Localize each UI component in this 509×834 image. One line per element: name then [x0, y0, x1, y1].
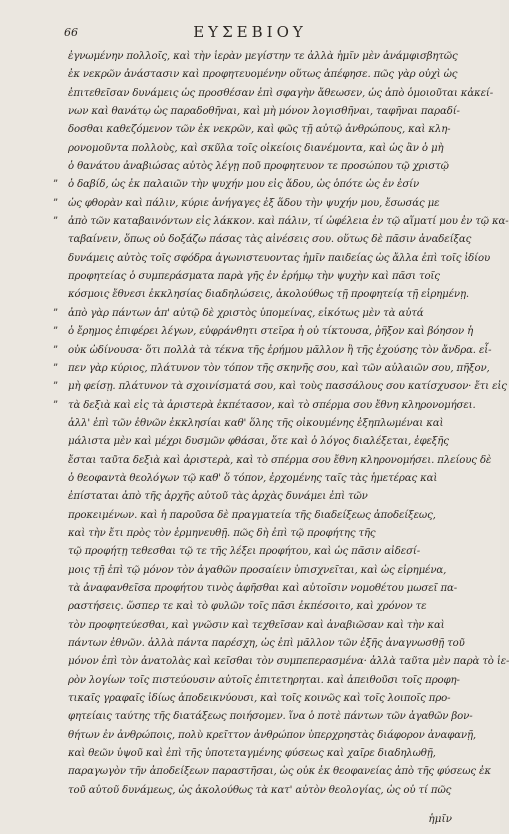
text-line: [68, 452, 492, 470]
line-text: ἐγνωμένην πολλοῖς, καὶ τὴν ἱερὰν μεγίστην τε ἀλλὰ ἡμῖν μὲν ἀνάμφισβητῶς: [68, 51, 458, 62]
line-text: ἐπιτεθεῖσαν δυνάμεις ὡς προσθέσαν ἐπὶ σφαγὴν ἄθεωσεν, ὡς ἀπὸ ὁμοιοῦται κἀκεί-: [68, 87, 494, 99]
line-text: μὴ φείσῃ. πλάτυνον τὰ σχοινίσματά σου, καὶ τοὺς πασσάλους σου κατίσχυσον· ἔτι εἰς: [68, 381, 507, 393]
text-line: [68, 562, 446, 580]
line-text: τὰ ἀναφανθεῖσα προφήτου τινὸς ἀφῆσθαι καὶ αὐτοῖσιν νομοθέτου μωσεῖ πα-: [68, 582, 458, 594]
text-line: [68, 690, 451, 708]
text-line: [68, 488, 446, 506]
text-line: [68, 250, 491, 268]
line-text: φητείαις ταύτης τῆς διατάξεως ποιήσομεν. ἵνα ὁ ποτὲ πάντων τῶν ἀγαθῶν βον-: [68, 711, 473, 723]
catchword: ἡμῖν: [428, 813, 452, 825]
text-line: [53, 323, 474, 341]
text-line: [68, 580, 458, 598]
line-text: ὁ δαβίδ, ὡς ἐκ παλαιῶν τὴν ψυχήν μου εἰς ἅδου, ὡς ὁπότε ὡς ἐν ἐσίν: [68, 179, 420, 191]
text-line: [68, 85, 494, 103]
text-line: [68, 470, 446, 488]
line-text: ὁ ἔρημος ἐπιφέρει λέγων, εὐφράνθητι στεῖρα ἡ οὐ τίκτουσα, ῥῆξον καὶ βόησον ἡ: [68, 326, 474, 338]
text-line: [68, 121, 451, 139]
line-text: τοῦ αὐτοῦ δυνάμεως, ὡς ἀκολούθως τὰ κατ' αὐτὸν θεολογίας, ὡς οὐ τί πῶς: [68, 784, 452, 796]
text-line: [68, 507, 446, 525]
body-text: [53, 48, 509, 800]
line-text: ραστήσεις. ὥσπερ τε καὶ τὸ φυλῶν τοῖς πᾶσι ἐκπέσοιτο, καὶ χρόνον τε: [68, 601, 427, 613]
line-text: οὐκ ὠδίνουσα· ὅτι πολλὰ τὰ τέκνα τῆς ἐρήμου μᾶλλον ἢ τῆς ἐχούσης τὸν ἄνδρα. εἶ-: [68, 344, 492, 356]
line-text: ἀπὸ γὰρ πάντων ἀπ' αὐτῷ δὲ χριστὸς ὑπομείνας, εἰκότως μὲν τὰ αὐτά: [68, 307, 424, 319]
text-line: [68, 415, 446, 433]
line-text: μάλιστα μὲν καὶ μέχρι δυσμῶν φθάσαι, ὅτε καὶ ὁ λόγος διαλέξεται, ἐφεξῆς: [68, 436, 449, 448]
quotation-mark-icon: ”: [53, 179, 58, 191]
line-text: κόσμοις ἔθνεσι ἐκκλησίας διαδηλώσεις, ἀκολούθως τῇ προφητείᾳ τῇ εἰρημένῃ.: [68, 289, 469, 301]
line-text: τῷ προφήτῃ τεθεσθαι τῷ τε τῆς λέξει προφήτου, καὶ ὡς πᾶσιν αἰδεσί-: [68, 546, 421, 558]
line-text: τὰ δεξιὰ καὶ εἰς τὰ ἀριστερὰ ἐκπέτασον, καὶ τὸ σπέρμα σου ἔθνη κληρονομήσει.: [68, 399, 476, 411]
text-line: [68, 653, 509, 671]
quotation-mark-icon: ”: [53, 399, 58, 411]
line-text: παραγωγὸν τῆν ἀποδείξεων παραστῆσαι, ὡς οὐκ ἐκ θεοφανείας ἀπὸ τῆς φύσεως ἐκ: [68, 766, 491, 778]
text-line: [68, 525, 446, 543]
text-line: [68, 286, 469, 304]
text-line: [68, 158, 449, 176]
line-text: μόνον ἐπὶ τὸν ἀνατολὰς καὶ κεῖσθαι τὸν συμπεπερασμένα· ἀλλὰ ταῦτα μὲν παρὰ τὸ ἱε-: [68, 656, 509, 668]
quotation-mark-icon: ”: [53, 362, 58, 374]
text-line: [53, 195, 446, 213]
text-line: [53, 213, 509, 231]
quotation-mark-icon: ”: [53, 307, 58, 319]
line-text: πάντων ἐθνῶν. ἀλλὰ πάντα παρέσχη, ὡς ἐπὶ μᾶλλον τῶν ἐξῆς ἀναγνωσθῇ τοῦ: [68, 638, 465, 649]
text-line: [68, 727, 477, 745]
text-line: [68, 268, 446, 286]
line-text: καὶ τὴν ἔτι πρὸς τὸν ἑρμηνευθῇ. πῶς δὴ ἐπὶ τῷ προφήτης τῆς: [68, 527, 376, 539]
text-line: [68, 745, 446, 763]
line-text: τὸν προφητεύεσθαι, καὶ γνῶσιν καὶ τεχθεῖσαν καὶ ἀναβιῶσαν καὶ τὴν καὶ: [68, 619, 445, 631]
text-line: [68, 231, 472, 249]
text-line: [68, 617, 446, 635]
text-line: [68, 598, 446, 616]
text-line: [68, 103, 460, 121]
line-text: πεν γὰρ κύριος, πλάτυνον τὸν τόπον τῆς σκηνῆς σου, καὶ τῶν αὐλαιῶν σου, πῆξον,: [68, 362, 490, 374]
line-text: προφητείας ὁ συμπεράσματα παρὰ γῆς ἐν ἐρήμῳ τὴν ψυχὴν καὶ πᾶσι τοῖς: [68, 271, 440, 283]
line-text: ρὸν λογίων τοῖς πιστεύουσιν αὐτοῖς ἐπιτετηρηται. καὶ ἀπειθοῦσι τοῖς προφη-: [68, 674, 460, 686]
text-line: [68, 672, 460, 690]
quotation-mark-icon: ”: [53, 344, 58, 356]
line-text: ἀλλ' ἐπὶ τῶν ἐθνῶν ἐκκλησίαι καθ' ὅλης τῆς οἰκουμένης ἐξηπλωμέναι καὶ: [68, 417, 444, 429]
line-text: τικαῖς γραφαῖς ἰδίως ἀποδεικνύουσι, καὶ τοῖς κοινῶς καὶ τοῖς λοιποῖς προ-: [68, 693, 451, 705]
text-line: [68, 140, 446, 158]
quotation-mark-icon: ”: [53, 381, 58, 393]
line-text: δυνάμεις αὐτὸς τοῖς σφόδρα ἀγωνιστευοντας ἡμῖν παιδείας ὡς ἄλλα ἐπὶ τοῖς ἰδίου: [68, 252, 491, 264]
page-number: 66: [64, 26, 78, 39]
text-line: [68, 635, 465, 653]
text-line: [53, 305, 446, 323]
text-line: [53, 397, 476, 415]
line-text: ταβαίνειν, ὅπως οὐ δοξάζω πάσας τὰς αἰνέσεις σου. οὕτως δὲ πᾶσιν ἀναδείξας: [68, 234, 472, 246]
line-text: ὁ θεοφαντὰ θεολόγων τῷ καθ' ὅ τόπον, ἐρχομένης ταῖς τὰς ἡμετέρας καὶ: [68, 472, 438, 484]
text-line: [68, 48, 458, 66]
line-text: ἐκ νεκρῶν ἀνάστασιν καὶ προφητευομένην οὕτως ἀπέφησε. πῶς γὰρ οὐχὶ ὡς: [68, 69, 458, 81]
line-text: ἔσται ταῦτα δεξιὰ καὶ ἀριστερὰ, καὶ τὸ σπέρμα σου ἔθνη κληρονομήσει. πλείους δὲ: [68, 454, 492, 466]
line-text: ὁ θανάτου ἀναβιώσας αὐτὸς λέγῃ ποῦ προφητευον τε προσώπου τῷ χριστῷ: [68, 161, 449, 173]
running-head: ΕΥΣΕΒΙΟΥ: [193, 23, 307, 41]
line-text: προκειμένων. καὶ ἡ παροῦσα δὲ πραγματεία τῆς διαδείξεως ἀποδείξεως,: [68, 509, 436, 521]
line-text: ἀπὸ τῶν καταβαινόντων εἰς λάκκον. καὶ πάλιν, τί ὠφέλεια ἐν τῷ αἵματί μου ἐν τῷ κα-: [68, 216, 509, 228]
line-text: ὡς φθορὰν καὶ πάλιν, κύριε ἀνήγαγες ἐξ ἅδου τὴν ψυχήν μου, ἔσωσάς με: [68, 197, 440, 209]
text-line: [68, 782, 452, 800]
text-line: [68, 433, 449, 451]
line-text: δοσθαι καθεζόμενον τῶν ἐκ νεκρῶν, καὶ φῶς τῇ αὐτῷ ἀνθρώπους, καὶ κλη-: [68, 124, 451, 136]
line-text: ρονομοῦντα πολλοὺς, καὶ σκῦλα τοῖς οἰκείοις διανέμοντα, καὶ ὡς ἂν ὁ μὴ: [68, 142, 444, 154]
quotation-mark-icon: ”: [53, 216, 58, 228]
quotation-mark-icon: ”: [53, 197, 58, 209]
line-text: θήτων ἐν ἀνθρώποις, πολὺ κρεῖττον ἀνθρώπον ὑπερχρηστὰς διάφορον ἀναφανῇ,: [68, 729, 477, 741]
text-line: [53, 378, 507, 396]
page-header: [0, 23, 500, 46]
quotation-mark-icon: ”: [53, 326, 58, 338]
line-text: ἐπίσταται ἀπὸ τῆς ἀρχῆς αὐτοῦ τὰς ἀρχὰς δυνάμει ἐπὶ τῶν: [68, 491, 368, 503]
text-line: [68, 66, 458, 84]
line-text: νων καὶ θανάτῳ ὡς παραδοθῆναι, καὶ μὴ μόνον λογισθῆναι, ταφῆναι παραδί-: [68, 106, 460, 118]
text-line: [68, 543, 446, 561]
line-text: καὶ θεῶν ὑψοῦ καὶ ἐπὶ τῆς ὑποτεταγμένης φύσεως καὶ χαῖρε διαδηλωθῇ,: [68, 748, 436, 760]
text-line: [68, 763, 491, 781]
text-line: [68, 708, 473, 726]
text-line: [53, 342, 492, 360]
line-text: μοις τῇ ἐπὶ τῷ μόνον τὸν ἀγαθῶν προσαίειν ὑπισχνεῖται, καὶ ὡς εἰρημένα,: [68, 564, 447, 576]
text-line: [53, 176, 446, 194]
text-line: [53, 360, 490, 378]
